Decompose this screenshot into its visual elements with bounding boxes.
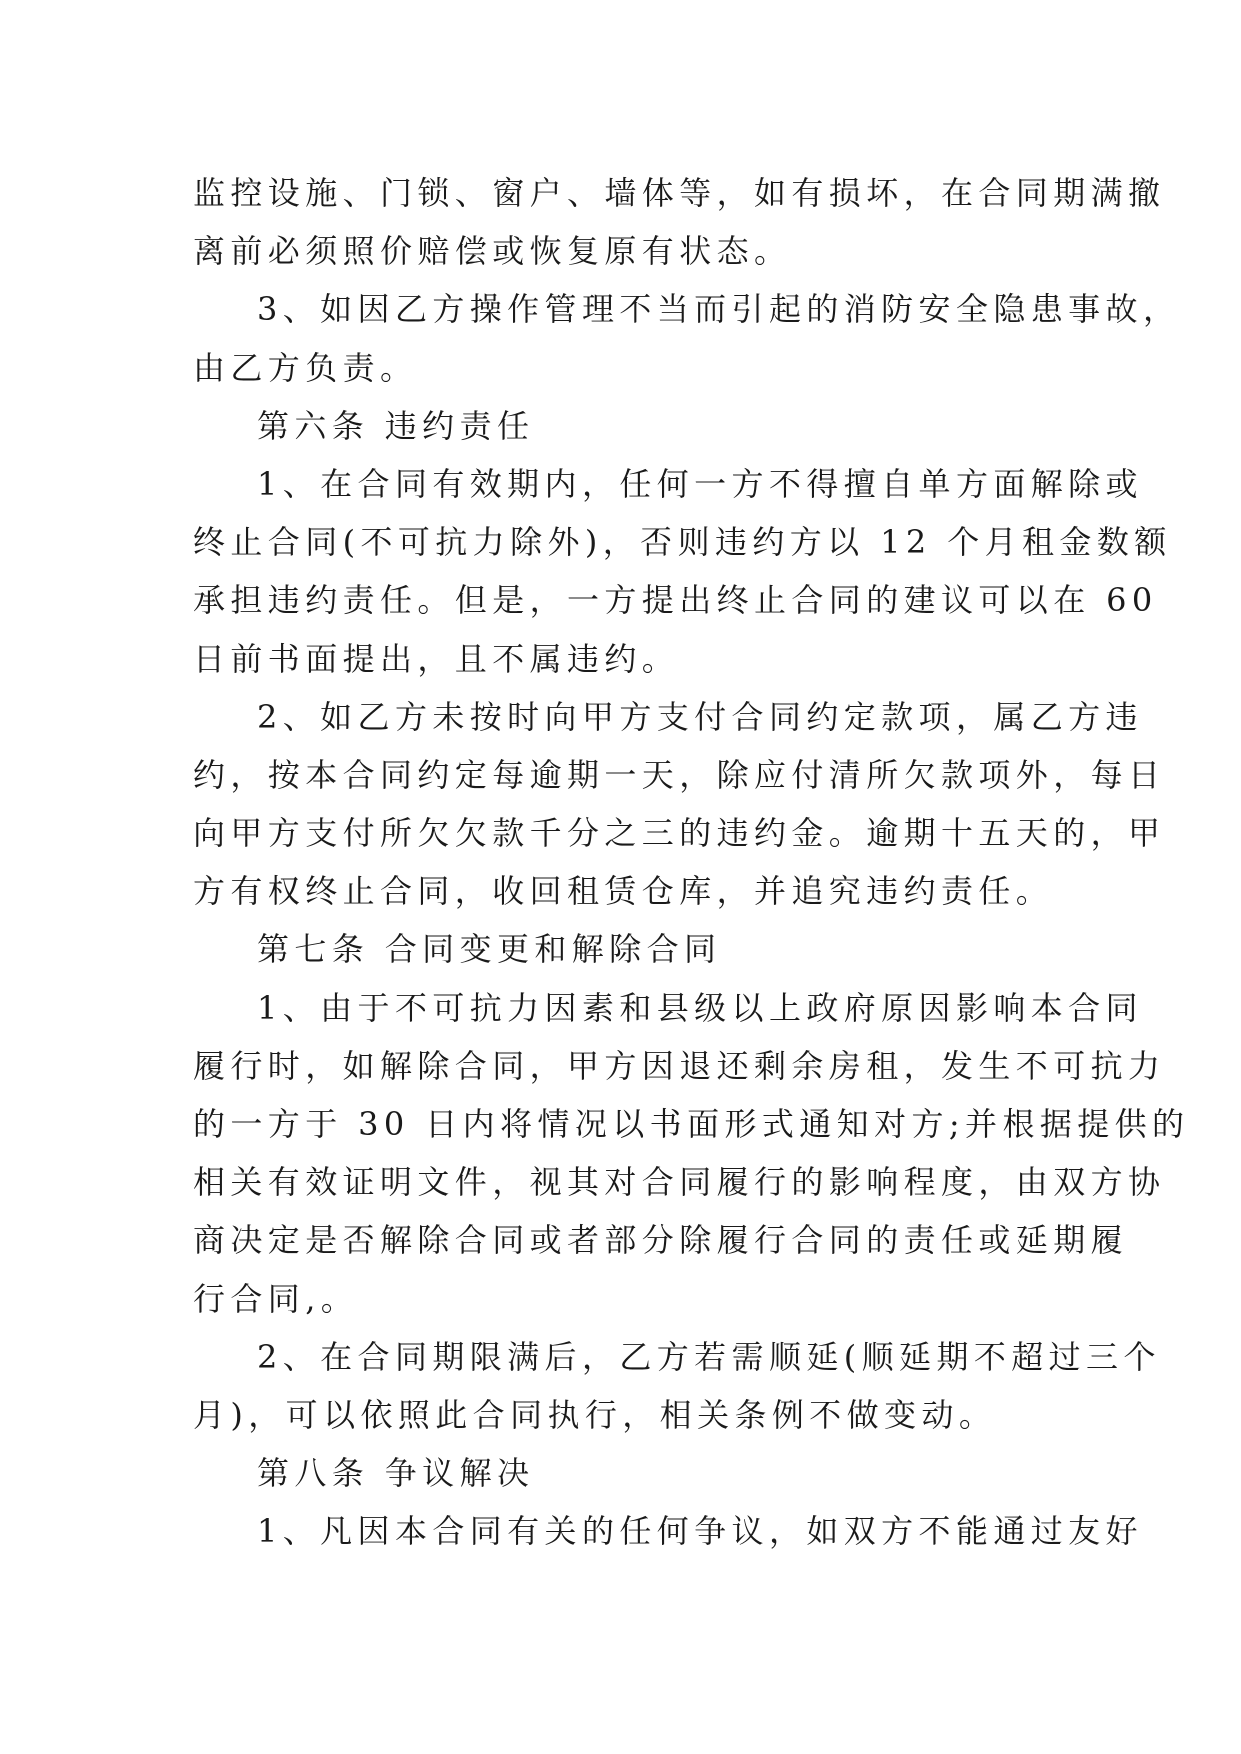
paragraph-line: 2、如乙方未按时向甲方支付合同约定款项，属乙方违 bbox=[257, 697, 1143, 736]
paragraph-line: 的一方于 30 日内将情况以书面形式通知对方;并根据提供的 bbox=[193, 1105, 1190, 1143]
paragraph-line: 监控设施、门锁、窗户、墙体等，如有损坏，在合同期满撤 bbox=[193, 174, 1166, 212]
paragraph-line: 离前必须照价赔偿或恢复原有状态。 bbox=[193, 232, 792, 271]
paragraph-line: 承担违约责任。但是，一方提出终止合同的建议可以在 60 bbox=[193, 581, 1158, 620]
paragraph-line: 1、凡因本合同有关的任何争议，如双方不能通过友好 bbox=[257, 1512, 1143, 1551]
paragraph-line: 由乙方负责。 bbox=[193, 348, 418, 387]
paragraph-line: 商决定是否解除合同或者部分除履行合同的责任或延期履 bbox=[193, 1221, 1129, 1260]
paragraph-line: 3、如因乙方操作管理不当而引起的消防安全隐患事故， bbox=[257, 290, 1181, 329]
paragraph-line: 2、在合同期限满后，乙方若需顺延(顺延期不超过三个 bbox=[257, 1337, 1161, 1376]
paragraph-line: 履行时，如解除合同，甲方因退还剩余房租，发生不可抗力 bbox=[193, 1046, 1166, 1085]
paragraph-line: 行合同,。 bbox=[193, 1279, 359, 1318]
section-heading: 第六条 违约责任 bbox=[257, 406, 535, 445]
paragraph-line: 向甲方支付所欠欠款千分之三的违约金。逾期十五天的，甲 bbox=[193, 814, 1166, 853]
document-body bbox=[193, 164, 1190, 1561]
section-heading: 第七条 合同变更和解除合同 bbox=[257, 930, 722, 969]
paragraph-line: 相关有效证明文件，视其对合同履行的影响程度，由双方协 bbox=[193, 1163, 1166, 1202]
paragraph-line: 月)，可以依照此合同执行，相关条例不做变动。 bbox=[193, 1395, 997, 1434]
paragraph-line: 日前书面提出，且不属违约。 bbox=[193, 639, 680, 678]
paragraph-line: 约，按本合同约定每逾期一天，除应付清所欠款项外，每日 bbox=[193, 755, 1166, 794]
paragraph-line: 1、在合同有效期内，任何一方不得擅自单方面解除或 bbox=[257, 464, 1143, 503]
paragraph-line: 方有权终止合同，收回租赁仓库，并追究违约责任。 bbox=[193, 872, 1054, 911]
paragraph-line: 1、由于不可抗力因素和县级以上政府原因影响本合同 bbox=[257, 988, 1143, 1027]
paragraph-line: 终止合同(不可抗力除外)，否则违约方以 12 个月租金数额 bbox=[193, 523, 1172, 562]
section-heading: 第八条 争议解决 bbox=[257, 1454, 535, 1493]
